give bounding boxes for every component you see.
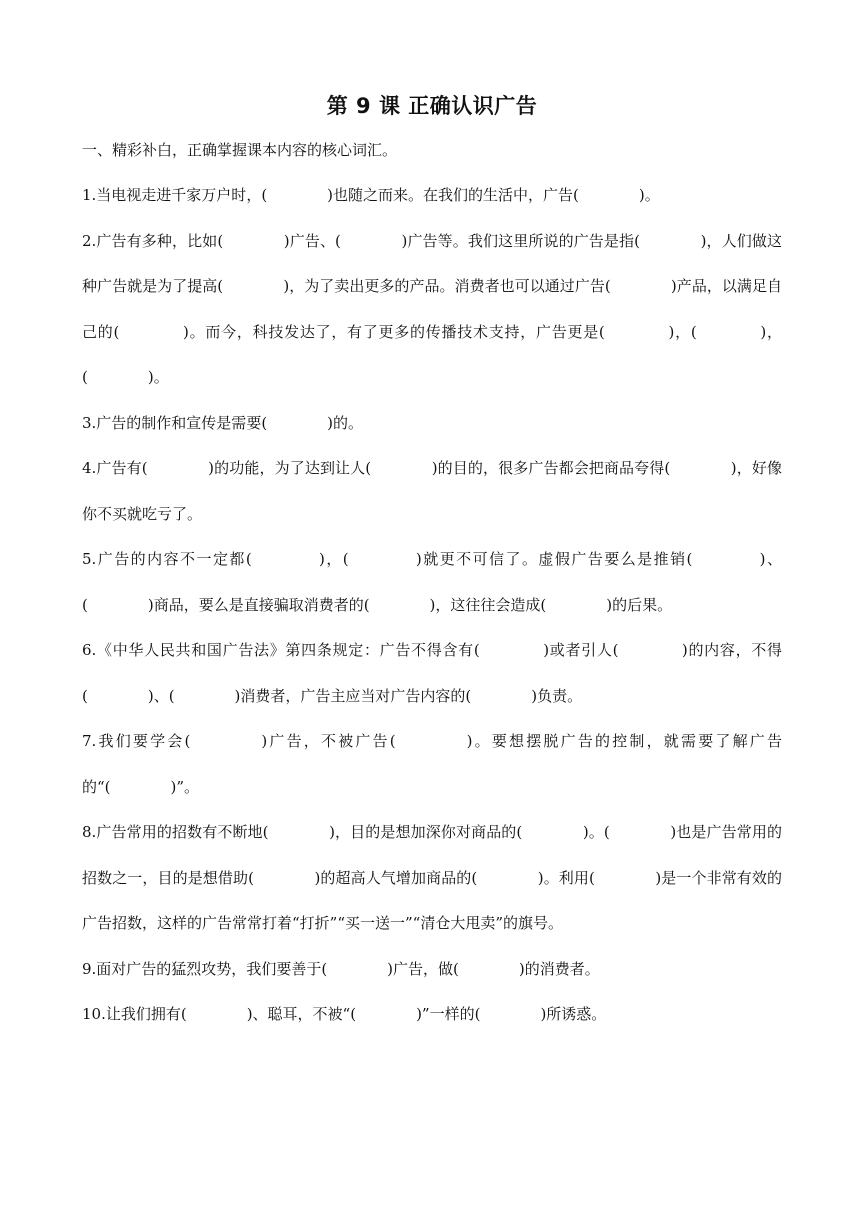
question-2: 2.广告有多种，比如( )广告、( )广告等。我们这里所说的广告是指( )，人们做这种广告就是为了提高( )，为了卖出更多的产品。消费者也可以通过广告( )产品，以满足自己的( )。而今，科技发达了，有了更多的传播技术支持，广告更是( )，( )，( )。 bbox=[82, 231, 782, 386]
question-6: 6.《中华人民共和国广告法》第四条规定：广告不得含有( )或者引人( )的内容，不得( )、( )消费者，广告主应当对广告内容的( )负责。 bbox=[82, 641, 782, 705]
lesson-title: 第 9 课 正确认识广告 bbox=[326, 94, 538, 118]
question-9: 9.面对广告的猛烈攻势，我们要善于( )广告，做( )的消费者。 bbox=[82, 959, 600, 978]
question-5: 5.广告的内容不一定都( )，( )就更不可信了。虚假广告要么是推销( )、( )商品，要么是直接骗取消费者的( )，这往往会造成( )的后果。 bbox=[82, 550, 782, 614]
question-7: 7.我们要学会( )广告，不被广告( )。要想摆脱广告的控制，就需要了解广告的“( )”。 bbox=[82, 732, 782, 796]
question-8: 8.广告常用的招数有不断地( )，目的是想加深你对商品的( )。( )也是广告常用的招数之一，目的是想借助( )的超高人气增加商品的( )。利用( )是一个非常有效的广告招数，这样的广告常常打着“打折”“买一送一”“清仓大甩卖”的旗号。 bbox=[82, 823, 782, 932]
question-4: 4.广告有( )的功能，为了达到让人( )的目的，很多广告都会把商品夸得( )，好像你不买就吃亏了。 bbox=[82, 459, 782, 523]
worksheet-page bbox=[82, 86, 782, 1038]
question-10: 10.让我们拥有( )、聪耳，不被“( )”一样的( )所诱惑。 bbox=[82, 1005, 607, 1023]
question-3: 3.广告的制作和宣传是需要( )的。 bbox=[82, 413, 364, 432]
section-heading: 一、精彩补白，正确掌握课本内容的核心词汇。 bbox=[82, 141, 398, 159]
question-1: 1.当电视走进千家万户时，( )也随之而来。在我们的生活中，广告( )。 bbox=[82, 186, 660, 204]
